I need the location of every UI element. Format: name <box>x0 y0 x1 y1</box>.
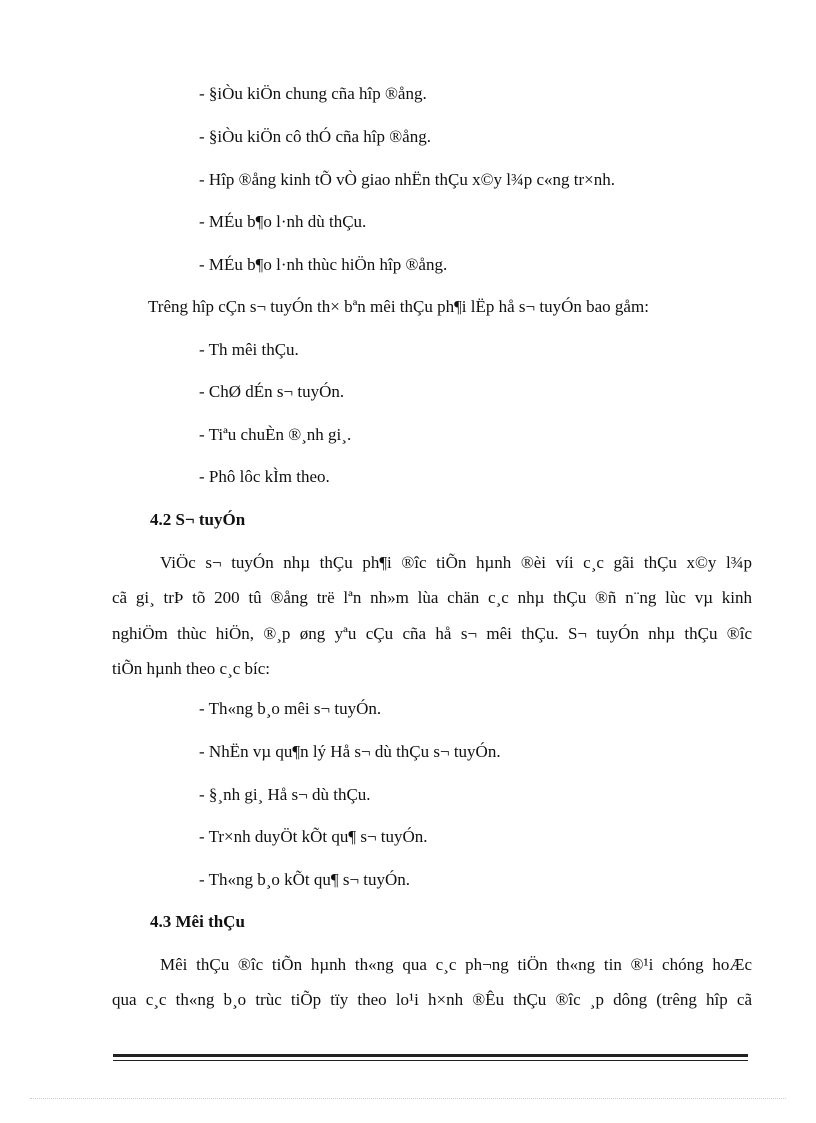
list-item: - Th mêi thÇu. <box>199 340 299 359</box>
footer-rule-thin <box>113 1060 748 1061</box>
list-item: - Th«ng b¸o kÕt qu¶ s¬ tuyÓn. <box>199 870 411 889</box>
list-item: - Th«ng b¸o mêi s¬ tuyÓn. <box>199 699 382 718</box>
footer-rule <box>113 1054 748 1057</box>
paragraph-line: nghiÖm thùc hiÖn, ®¸p øng yªu cÇu cña hå s¬ mêi thÇu. S¬ tuyÓn nhµ thÇu ®îc <box>112 624 752 643</box>
list-item: - Hîp ®ång kinh tÕ vÒ giao nhËn thÇu x©y l¾p c«ng tr×nh. <box>199 170 615 189</box>
list-item: - MÉu b¶o l·nh thùc hiÖn hîp ®ång. <box>199 255 448 274</box>
paragraph: Trêng hîp cÇn s¬ tuyÓn th× bªn mêi thÇu ph¶i lËp hå s¬ tuyÓn bao gåm: <box>148 297 649 316</box>
list-item: - §iÒu kiÖn cô thÓ cña hîp ®ång. <box>199 127 431 146</box>
paragraph-line: qua c¸c th«ng b¸o trùc tiÕp tïy theo lo¹i h×nh ®Êu thÇu ®îc ¸p dông (trêng hîp cã <box>112 990 752 1009</box>
section-heading: 4.2 S¬ tuyÓn <box>150 510 246 529</box>
list-item: - Phô lôc kÌm theo. <box>199 467 330 486</box>
list-item: - §¸nh gi¸ Hå s¬ dù thÇu. <box>199 785 371 804</box>
list-item: - ChØ dÉn s¬ tuyÓn. <box>199 382 345 401</box>
paragraph-line: tiÕn hµnh theo c¸c bíc: <box>112 659 271 678</box>
list-item: - §iÒu kiÖn chung cña hîp ®ång. <box>199 84 427 103</box>
list-item: - Tr×nh duyÖt kÕt qu¶ s¬ tuyÓn. <box>199 827 428 846</box>
section-heading: 4.3 Mêi thÇu <box>150 912 245 931</box>
list-item: - Tiªu chuÈn ®¸nh gi¸. <box>199 425 352 444</box>
paragraph-line: Mêi thÇu ®îc tiÕn hµnh th«ng qua c¸c ph¬ng tiÖn th«ng tin ®¹i chóng hoÆc <box>160 955 752 974</box>
list-item: - NhËn vµ qu¶n lý Hå s¬ dù thÇu s¬ tuyÓn. <box>199 742 501 761</box>
page-edge-divider <box>30 1098 786 1099</box>
list-item: - MÉu b¶o l·nh dù thÇu. <box>199 212 367 231</box>
paragraph-line: cã gi¸ trÞ tõ 200 tû ®ång trë lªn nh»m lùa chän c¸c nhµ thÇu ®ñ n¨ng lùc vµ kinh <box>112 588 752 607</box>
paragraph-line: ViÖc s¬ tuyÓn nhµ thÇu ph¶i ®îc tiÕn hµnh ®èi víi c¸c gãi thÇu x©y l¾p <box>160 553 752 572</box>
